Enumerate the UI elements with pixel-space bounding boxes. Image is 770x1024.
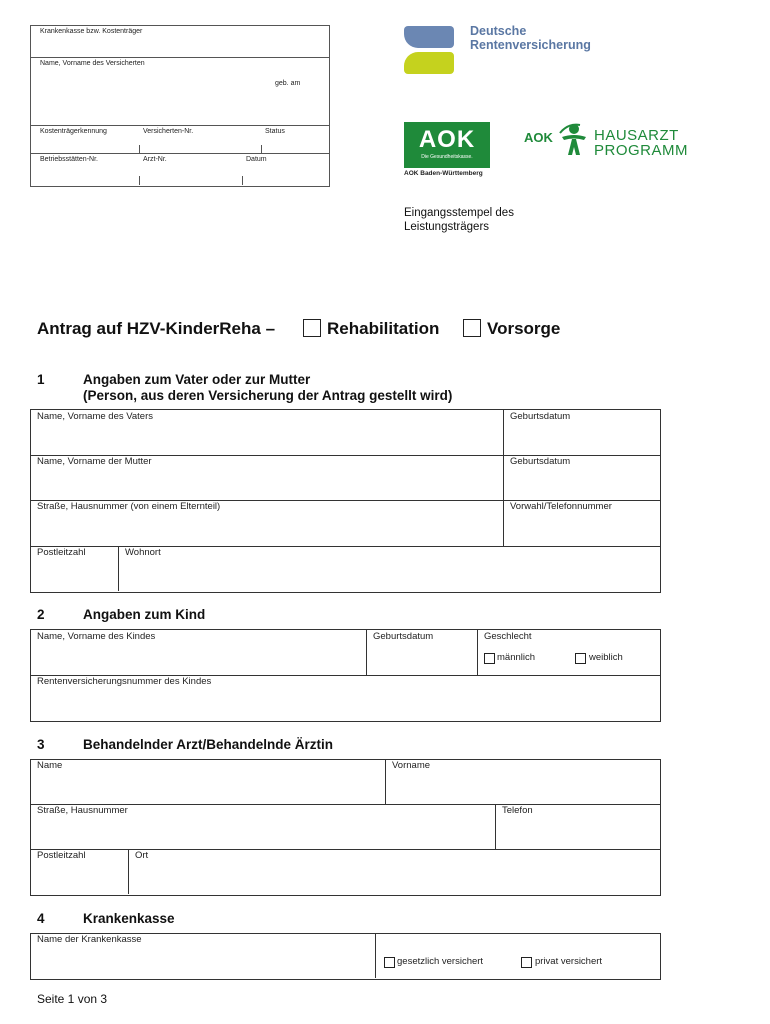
telefon-eltern-field[interactable]: Vorwahl/Telefonnummer	[510, 501, 612, 512]
arzt-name-field[interactable]: Name	[37, 760, 63, 771]
card-tick	[242, 176, 243, 185]
section2-title: Angaben zum Kind	[83, 607, 206, 622]
section3-table	[30, 759, 661, 896]
hzv-line2: PROGRAMM	[594, 142, 688, 159]
card-divider	[31, 125, 329, 126]
col-divider	[375, 933, 376, 978]
gesetzlich-checkbox[interactable]	[384, 957, 395, 968]
strasse-eltern-field[interactable]: Straße, Hausnummer (von einem Elternteil)	[37, 501, 221, 512]
stamp-line1: Eingangsstempel des	[404, 207, 514, 219]
hzv-line1: HAUSARZT	[594, 127, 679, 144]
hzv-program-text	[594, 128, 688, 158]
card-label-versicherten-nr: Versicherten-Nr.	[143, 128, 194, 135]
section4-title: Krankenkasse	[83, 911, 175, 926]
col-divider	[503, 409, 504, 546]
col-divider	[385, 759, 386, 804]
hzv-figure-icon	[558, 121, 590, 157]
name-kind-field[interactable]: Name, Vorname des Kindes	[37, 631, 156, 642]
col-divider	[477, 629, 478, 675]
rehabilitation-label: Rehabilitation	[327, 319, 440, 338]
drv-logo-text	[470, 24, 591, 52]
page-number: Seite 1 von 3	[37, 992, 108, 1006]
geschlecht-label: Geschlecht	[484, 631, 532, 642]
drv-logo-line2: Rentenversicherung	[470, 38, 591, 52]
section2-number: 2	[37, 607, 45, 622]
col-divider	[128, 849, 129, 894]
aok-region-label: AOK Baden-Württemberg	[404, 170, 483, 177]
arzt-ort-field[interactable]: Ort	[135, 850, 149, 861]
name-mutter-field[interactable]: Name, Vorname der Mutter	[37, 456, 152, 467]
aok-logo-text: AOK	[418, 126, 476, 153]
section4-number: 4	[37, 911, 45, 926]
privat-checkbox[interactable]	[521, 957, 532, 968]
card-label-krankenkasse: Krankenkasse bzw. Kostenträger	[40, 28, 143, 35]
card-label-datum: Datum	[246, 156, 267, 163]
card-label-betriebsstaetten: Betriebsstätten-Nr.	[40, 156, 98, 163]
row-divider	[30, 849, 660, 850]
col-divider	[118, 546, 119, 591]
drv-logo-icon	[404, 26, 454, 74]
card-tick	[139, 176, 140, 185]
stamp-label	[404, 206, 514, 234]
aok-logo	[404, 122, 490, 168]
geburtsdatum-mutter-field[interactable]: Geburtsdatum	[510, 456, 571, 467]
card-label-arzt-nr: Arzt-Nr.	[143, 156, 167, 163]
rehabilitation-checkbox[interactable]	[303, 319, 321, 337]
wohnort-eltern-field[interactable]: Wohnort	[125, 547, 161, 558]
card-label-name: Name, Vorname des Versicherten	[40, 60, 145, 67]
geburtsdatum-kind-field[interactable]: Geburtsdatum	[373, 631, 434, 642]
form-title: Antrag auf HZV-KinderReha –	[37, 319, 276, 338]
drv-logo-line1: Deutsche	[470, 24, 527, 38]
vorsorge-label: Vorsorge	[487, 319, 561, 338]
col-divider	[366, 629, 367, 675]
weiblich-checkbox[interactable]	[575, 653, 586, 664]
name-vater-field[interactable]: Name, Vorname des Vaters	[37, 411, 153, 422]
arzt-telefon-field[interactable]: Telefon	[502, 805, 533, 816]
stamp-line2: Leistungsträgers	[404, 221, 490, 233]
card-divider	[31, 57, 329, 58]
weiblich-label: weiblich	[589, 652, 623, 663]
section3-number: 3	[37, 737, 45, 752]
maennlich-checkbox[interactable]	[484, 653, 495, 664]
privat-label: privat versichert	[535, 956, 603, 967]
col-divider	[495, 804, 496, 849]
card-label-kostentraegerkennung: Kostenträgerkennung	[40, 128, 107, 135]
card-divider	[31, 153, 329, 154]
section1-number: 1	[37, 372, 45, 387]
section1-subtitle: (Person, aus deren Versicherung der Antrag gestellt wird)	[83, 388, 453, 403]
rvnr-kind-field[interactable]: Rentenversicherungsnummer des Kindes	[37, 676, 212, 687]
krankenkasse-name-field[interactable]: Name der Krankenkasse	[37, 934, 142, 945]
insurance-header-card	[30, 25, 330, 187]
gesetzlich-label: gesetzlich versichert	[397, 956, 484, 967]
hzv-aok-text: AOK	[524, 130, 553, 145]
section3-title: Behandelnder Arzt/Behandelnde Ärztin	[83, 737, 334, 752]
arzt-plz-field[interactable]: Postleitzahl	[37, 850, 86, 861]
vorsorge-checkbox[interactable]	[463, 319, 481, 337]
geburtsdatum-vater-field[interactable]: Geburtsdatum	[510, 411, 571, 422]
aok-logo-sub: Die Gesundheitskasse.	[421, 154, 473, 160]
arzt-vorname-field[interactable]: Vorname	[392, 760, 431, 771]
plz-eltern-field[interactable]: Postleitzahl	[37, 547, 86, 558]
card-tick	[261, 145, 262, 153]
card-label-status: Status	[265, 128, 285, 135]
card-tick	[139, 145, 140, 153]
section1-title: Angaben zum Vater oder zur Mutter	[83, 372, 311, 387]
arzt-strasse-field[interactable]: Straße, Hausnummer	[37, 805, 128, 816]
maennlich-label: männlich	[497, 652, 536, 663]
card-label-geb: geb. am	[275, 80, 301, 87]
